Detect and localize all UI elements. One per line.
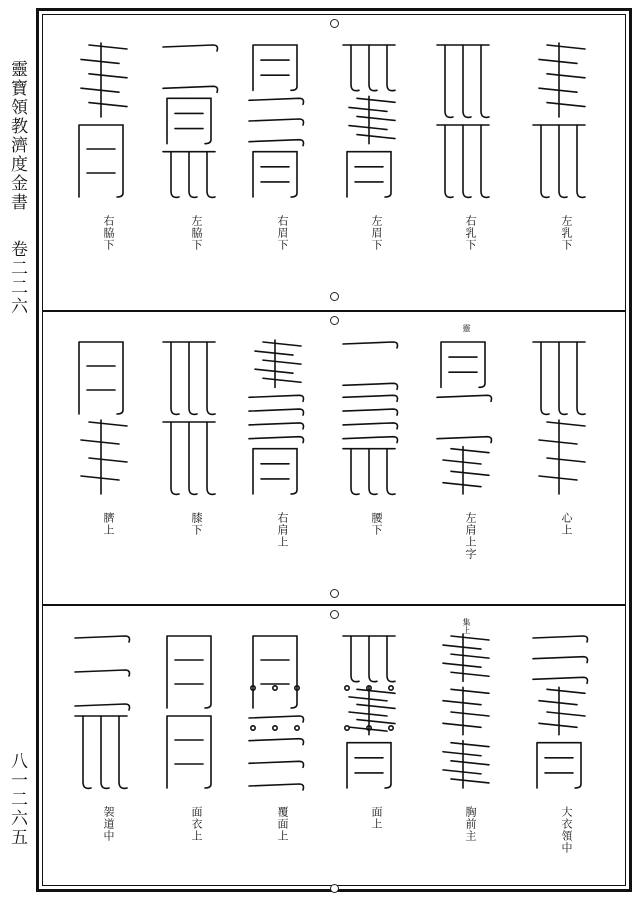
talisman-column xyxy=(233,606,317,897)
small-annotation: 靈 xyxy=(462,324,471,332)
page-frame xyxy=(36,8,632,892)
talisman-column xyxy=(147,312,231,602)
talisman-column xyxy=(421,15,505,305)
seal-talisman-icon xyxy=(157,334,221,502)
talisman-label: 左眉下 xyxy=(370,215,383,251)
seal-talisman-icon xyxy=(337,37,401,205)
talisman-column xyxy=(59,606,143,897)
talisman-label: 右乳下 xyxy=(464,215,477,251)
talisman-panel-1 xyxy=(43,15,625,305)
talisman-label: 腰下 xyxy=(370,512,383,536)
talisman-column xyxy=(421,312,505,602)
page-number: 八一二六五 xyxy=(7,752,27,847)
seal-talisman-icon xyxy=(243,334,307,502)
seal-talisman-icon xyxy=(527,37,591,205)
volume-number: 卷二二六 xyxy=(7,240,27,316)
seal-talisman-icon xyxy=(69,37,133,205)
talisman-label: 右肩上 xyxy=(276,512,289,548)
talisman-label: 左肩上字 xyxy=(464,512,477,560)
seal-talisman-icon xyxy=(337,628,401,796)
seal-talisman-icon xyxy=(157,37,221,205)
seal-talisman-icon xyxy=(157,628,221,796)
talisman-label: 右眉下 xyxy=(276,215,289,251)
talisman-label: 大衣領中 xyxy=(560,806,573,854)
talisman-column xyxy=(59,15,143,305)
talisman-column xyxy=(147,15,231,305)
talisman-label: 膝下 xyxy=(190,512,203,536)
seal-talisman-icon xyxy=(69,628,133,796)
talisman-column xyxy=(327,606,411,897)
small-annotation: 集上 xyxy=(462,618,471,634)
talisman-label: 面衣上 xyxy=(190,806,203,842)
seal-talisman-icon xyxy=(431,334,495,502)
talisman-column xyxy=(517,312,601,602)
seal-talisman-icon xyxy=(243,37,307,205)
seal-talisman-icon xyxy=(527,334,591,502)
seal-talisman-icon xyxy=(243,628,307,796)
talisman-column xyxy=(327,15,411,305)
talisman-label: 心上 xyxy=(560,512,573,536)
seal-talisman-icon xyxy=(69,334,133,502)
talisman-label: 袈道中 xyxy=(102,806,115,842)
talisman-label: 左脇下 xyxy=(190,215,203,251)
talisman-column xyxy=(517,606,601,897)
seal-talisman-icon xyxy=(431,37,495,205)
talisman-column xyxy=(233,15,317,305)
book-title: 靈寶領教濟度金書 xyxy=(7,60,27,212)
talisman-label: 臍上 xyxy=(102,512,115,536)
talisman-label: 胸前主 xyxy=(464,806,477,842)
talisman-panel-3 xyxy=(43,604,625,897)
talisman-column xyxy=(517,15,601,305)
talisman-label: 左乳下 xyxy=(560,215,573,251)
talisman-column xyxy=(421,606,505,897)
talisman-label: 面上 xyxy=(370,806,383,830)
seal-talisman-icon xyxy=(527,628,591,796)
talisman-column xyxy=(327,312,411,602)
seal-talisman-icon xyxy=(337,334,401,502)
seal-talisman-icon xyxy=(431,628,495,796)
inner-frame xyxy=(42,14,626,886)
talisman-label: 覆面上 xyxy=(276,806,289,842)
talisman-column xyxy=(233,312,317,602)
talisman-column xyxy=(147,606,231,897)
talisman-panel-2 xyxy=(43,310,625,602)
talisman-column xyxy=(59,312,143,602)
talisman-label: 右脇下 xyxy=(102,215,115,251)
